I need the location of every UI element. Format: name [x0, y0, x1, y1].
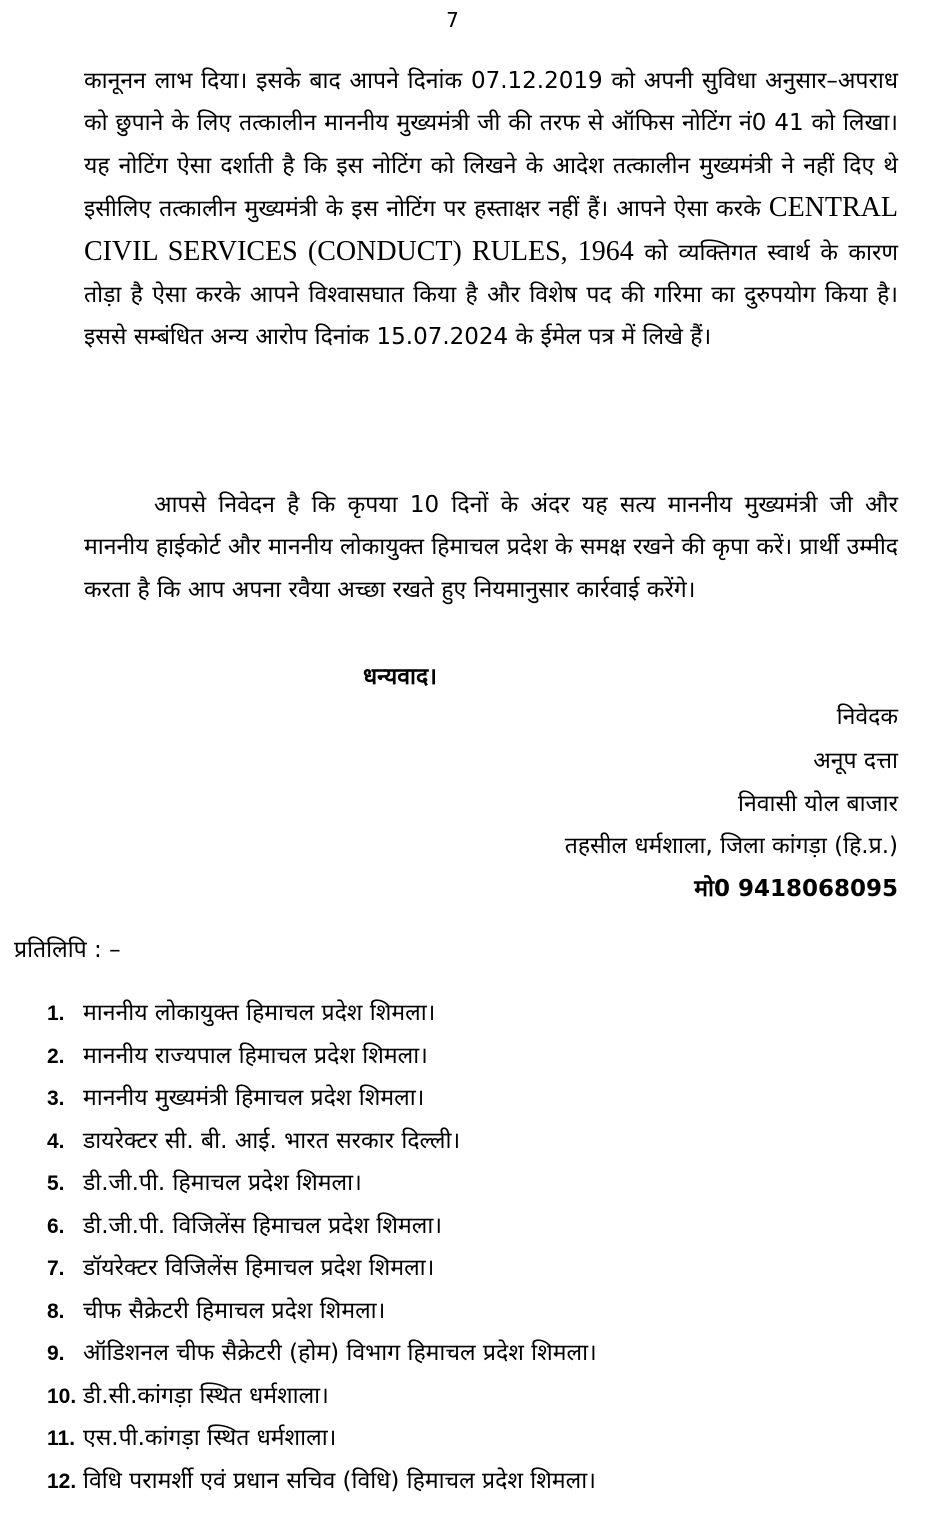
item-number: 4.: [47, 1129, 65, 1153]
item-number: 3.: [47, 1087, 65, 1110]
item-text: डी.जी.पी. हिमाचल प्रदेश शिमला।: [83, 1170, 362, 1196]
item-text: ऑडिशनल चीफ सैक्रेटरी (होम) विभाग हिमाचल प्रदेश शिमला।: [83, 1340, 597, 1366]
item-number: 10.: [47, 1384, 77, 1408]
item-number: 11.: [47, 1427, 76, 1450]
page-number: 7: [446, 8, 459, 32]
signature-name: अनूप दत्ता: [813, 748, 898, 774]
item-text: डॉयरेक्टर विजिलेंस हिमाचल प्रदेश शिमला।: [83, 1255, 435, 1281]
copy-list-item: [47, 1120, 597, 1163]
item-text: डी.जी.पी. विजिलेंस हिमाचल प्रदेश शिमला।: [83, 1212, 443, 1239]
item-text: डायरेक्टर सी. बी. आई. भारत सरकार दिल्ली।: [83, 1127, 461, 1154]
item-number: 2.: [47, 1044, 65, 1068]
item-number: 12.: [47, 1469, 77, 1493]
copy-list-item: [47, 1290, 597, 1333]
item-text: माननीय लोकायुक्त हिमाचल प्रदेश शिमला।: [83, 1000, 436, 1026]
copy-list-item: [47, 1077, 597, 1120]
copy-list-item: [47, 1417, 597, 1460]
copy-list-item: [47, 1035, 597, 1078]
item-text: एस.पी.कांगड़ा स्थित धर्मशाला।: [83, 1425, 337, 1451]
item-text: विधि परामर्शी एवं प्रधान सचिव (विधि) हिमाचल प्रदेश शिमला।: [83, 1467, 596, 1494]
item-number: 5.: [47, 1172, 65, 1195]
signature-label: निवेदक: [836, 704, 898, 730]
item-text: माननीय मुख्यमंत्री हिमाचल प्रदेश शिमला।: [83, 1085, 425, 1111]
thanks-line: धन्यवाद।: [363, 664, 437, 690]
signature-address: तहसील धर्मशाला, जिला कांगड़ा (हि.प्र.): [564, 833, 898, 859]
copy-list-item: [47, 1162, 597, 1205]
copy-list: [47, 992, 597, 1502]
item-text: डी.सी.कांगड़ा स्थित धर्मशाला।: [83, 1382, 329, 1409]
copy-list-item: [47, 992, 597, 1035]
copy-list-item: [47, 1375, 597, 1418]
paragraph-text-segment: को व्यक्तिगत स्वार्थ के कारण तोड़ा है ऐसा करके आपने विश्वासघात किया है और विशेष पद की गरिमा का दुरुपयोग किया है। इससे सम्बंधित अन्य आरोप दिनांक 15.07.2024 के ईमेल पत्र में लिखे हैं।: [84, 239, 899, 351]
item-number: 7.: [47, 1257, 65, 1280]
body-paragraph-2: आपसे निवेदन है कि कृपया 10 दिनों के अंदर यह सत्य माननीय मुख्यमंत्री जी और माननीय हाईकोर्ट और माननीय लोकायुक्त हिमाचल प्रदेश के समक्ष रखने की कृपा करें। प्रार्थी उम्मीद करता है कि आप अपना रवैया अच्छा रखते हुए नियमानुसार कार्रवाई करेंगे।: [84, 492, 898, 603]
item-number: 8.: [47, 1299, 65, 1323]
item-number: 1.: [47, 1002, 65, 1025]
signature-mobile: मो0 9418068095: [694, 876, 898, 902]
item-text: माननीय राज्यपाल हिमाचल प्रदेश शिमला।: [83, 1042, 428, 1069]
copy-list-item: [47, 1332, 597, 1375]
item-text: चीफ सैक्रेटरी हिमाचल प्रदेश शिमला।: [83, 1297, 386, 1324]
body-paragraph-1: [84, 60, 898, 359]
copy-list-item: [47, 1247, 597, 1290]
copy-list-item: [47, 1460, 597, 1503]
paragraph-text-segment: कानूनन लाभ दिया। इसके बाद आपने दिनांक 07.12.2019 को अपनी सुविधा अनुसार–अपराध को छुपाने के लिए तत्कालीन माननीय मुख्यमंत्री जी की तरफ से ऑफिस नोटिंग नं0 41 को लिखा। यह नोटिंग ऐसा दर्शाती है कि इस नोटिंग को लिखने के आदेश तत्कालीन मुख्यमंत्री ने नहीं दिए थे इसीलिए तत्कालीन मुख्यमंत्री के इस नोटिंग पर हस्ताक्षर नहीं हैं। आपने ऐसा करके: [84, 68, 898, 223]
item-number: 6.: [47, 1214, 65, 1238]
item-number: 9.: [47, 1342, 65, 1365]
copy-list-item: [47, 1205, 597, 1248]
rules-citation: CENTRAL CIVIL SERVICES (CONDUCT) RULES, 1964: [84, 192, 898, 267]
copy-heading: प्रतिलिपि : –: [14, 937, 121, 963]
signature-residence: निवासी योल बाजार: [737, 791, 898, 817]
